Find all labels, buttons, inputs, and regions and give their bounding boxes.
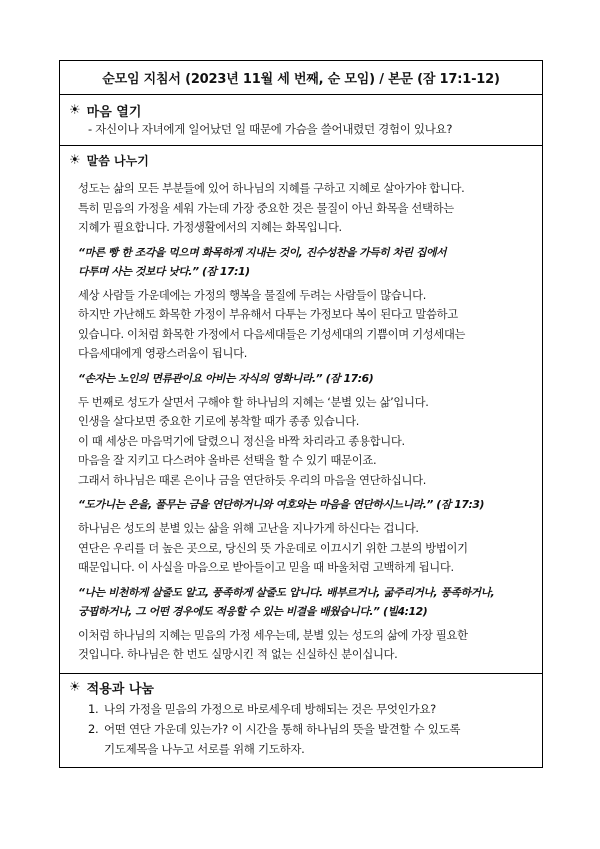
text-line: 하지만 가난해도 화목한 가정이 부유해서 다투는 가정보다 복이 된다고 말씀하고	[78, 308, 458, 321]
text-line: “나는 비천하게 살줄도 알고, 풍족하게 살줄도 압니다. 배부르거나, 굶주리거나, 풍족하거나,	[78, 585, 495, 599]
text-line: “마른 빵 한 조각을 먹으며 화목하게 지내는 것이, 진수성찬을 가득히 차린 집에서	[78, 245, 447, 259]
text-line: 때문입니다. 이 사실을 마음으로 받아들이고 믿을 때 바울처럼 고백하게 됩니다.	[78, 561, 454, 574]
body-paragraph	[78, 626, 534, 665]
list-item	[88, 699, 534, 719]
scripture-quote	[78, 243, 534, 281]
text-line: 이 때 세상은 마음먹기에 달렸으니 정신을 바짝 차리라고 종용합니다.	[78, 434, 405, 448]
text-line: 인생을 살다보면 중요한 기로에 봉착할 때가 종종 있습니다.	[78, 415, 360, 428]
section-opening	[60, 99, 542, 146]
guide-frame	[59, 60, 543, 768]
text-line: 궁핍하거나, 그 어떤 경우에도 적응할 수 있는 비결을 배웠습니다.” (빌4:12)	[78, 604, 428, 618]
sun-icon: ☀	[69, 102, 81, 118]
text-line: 연단은 우리를 더 높은 곳으로, 당신의 뜻 가운데로 이끄시기 위한 그분의 방법이기	[78, 541, 468, 555]
scripture-quote	[78, 369, 534, 388]
list-text: 나의 가정을 믿음의 가정으로 바로세우데 방해되는 것은 무엇인가요?	[104, 701, 436, 716]
text-line: 있습니다. 이처럼 화목한 가정에서 다음세대들은 기성세대의 기쁨이며 기성세대는	[78, 327, 466, 341]
scripture-quote	[78, 495, 534, 514]
text-line: 세상 사람들 가운데에는 가정의 행복을 물질에 두려는 사람들이 많습니다.	[78, 288, 427, 302]
text-line: 지혜가 필요합니다. 가정생활에서의 지혜는 화목입니다.	[78, 221, 342, 234]
section-application-heading	[60, 678, 542, 698]
section-application	[60, 678, 542, 767]
text-line: 것입니다. 하나님은 한 번도 실망시킨 적 없는 신실하신 분이십니다.	[78, 648, 398, 661]
text-line: 두 번째로 성도가 살면서 구해야 할 하나님의 지혜는 ‘분별 있는 삶’입니다.	[78, 395, 429, 409]
opening-heading-text: 마음 열기	[86, 104, 142, 120]
text-line: “손자는 노인의 면류관이요 아비는 자식의 영화니라.” (잠 17:6)	[78, 371, 374, 385]
sharing-body	[60, 169, 542, 673]
text-line: 마음을 잘 지키고 다스려야 올바른 선택을 할 수 있기 때문이죠.	[78, 454, 377, 467]
sun-icon: ☀	[69, 152, 81, 168]
section-opening-heading	[60, 99, 542, 121]
scripture-quote	[78, 583, 534, 621]
list-number: 1.	[88, 701, 99, 716]
body-paragraph	[78, 519, 534, 578]
list-text: 어떤 연단 가운데 있는가? 이 시간을 통해 하나님의 뜻을 발견할 수 있도록	[104, 721, 461, 736]
application-list	[60, 698, 542, 767]
text-line: 다투며 사는 것보다 낫다.” (잠 17:1)	[78, 264, 250, 278]
body-paragraph	[78, 393, 534, 491]
text-line: 성도는 삶의 모든 부분들에 있어 하나님의 지혜를 구하고 지혜로 살아가야 합니다.	[78, 182, 465, 195]
section-sharing	[60, 151, 542, 674]
text-line: 이처럼 하나님의 지혜는 믿음의 가정 세우는데, 분별 있는 성도의 삶에 가장 필요한	[78, 628, 468, 642]
section-sharing-heading	[60, 151, 542, 169]
text-line: 그래서 하나님은 때론 은이나 금을 연단하듯 우리의 마음을 연단하십니다.	[78, 473, 427, 487]
text-line: 다음세대에게 영광스러움이 됩니다.	[78, 347, 248, 360]
document-title: 순모임 지침서 (2023년 11월 세 번째, 순 모임) / 본문 (잠 17:1-12)	[60, 61, 542, 95]
text-line: “도가니는 은을, 풀무는 금을 연단하거니와 여호와는 마음을 연단하시느니라.” (잠 17:3)	[78, 498, 485, 511]
body-paragraph	[78, 286, 534, 364]
sharing-heading-text: 말씀 나누기	[86, 153, 149, 168]
opening-question: - 자신이나 자녀에게 일어났던 일 때문에 가슴을 쓸어내렸던 경험이 있나요?	[88, 122, 453, 136]
text-line: 하나님은 성도의 분별 있는 삶을 위해 고난을 지나가게 하신다는 겁니다.	[78, 522, 419, 535]
list-item	[88, 719, 534, 759]
body-paragraph	[78, 179, 534, 238]
application-heading-text: 적용과 나눔	[86, 682, 154, 697]
text-line: 특히 믿음의 가정을 세워 가는데 가장 중요한 것은 물질이 아닌 화목을 선택하는	[78, 201, 454, 215]
list-text: 기도제목을 나누고 서로를 위해 기도하자.	[104, 741, 305, 756]
list-number: 2.	[88, 721, 99, 736]
sun-icon: ☀	[69, 680, 81, 695]
